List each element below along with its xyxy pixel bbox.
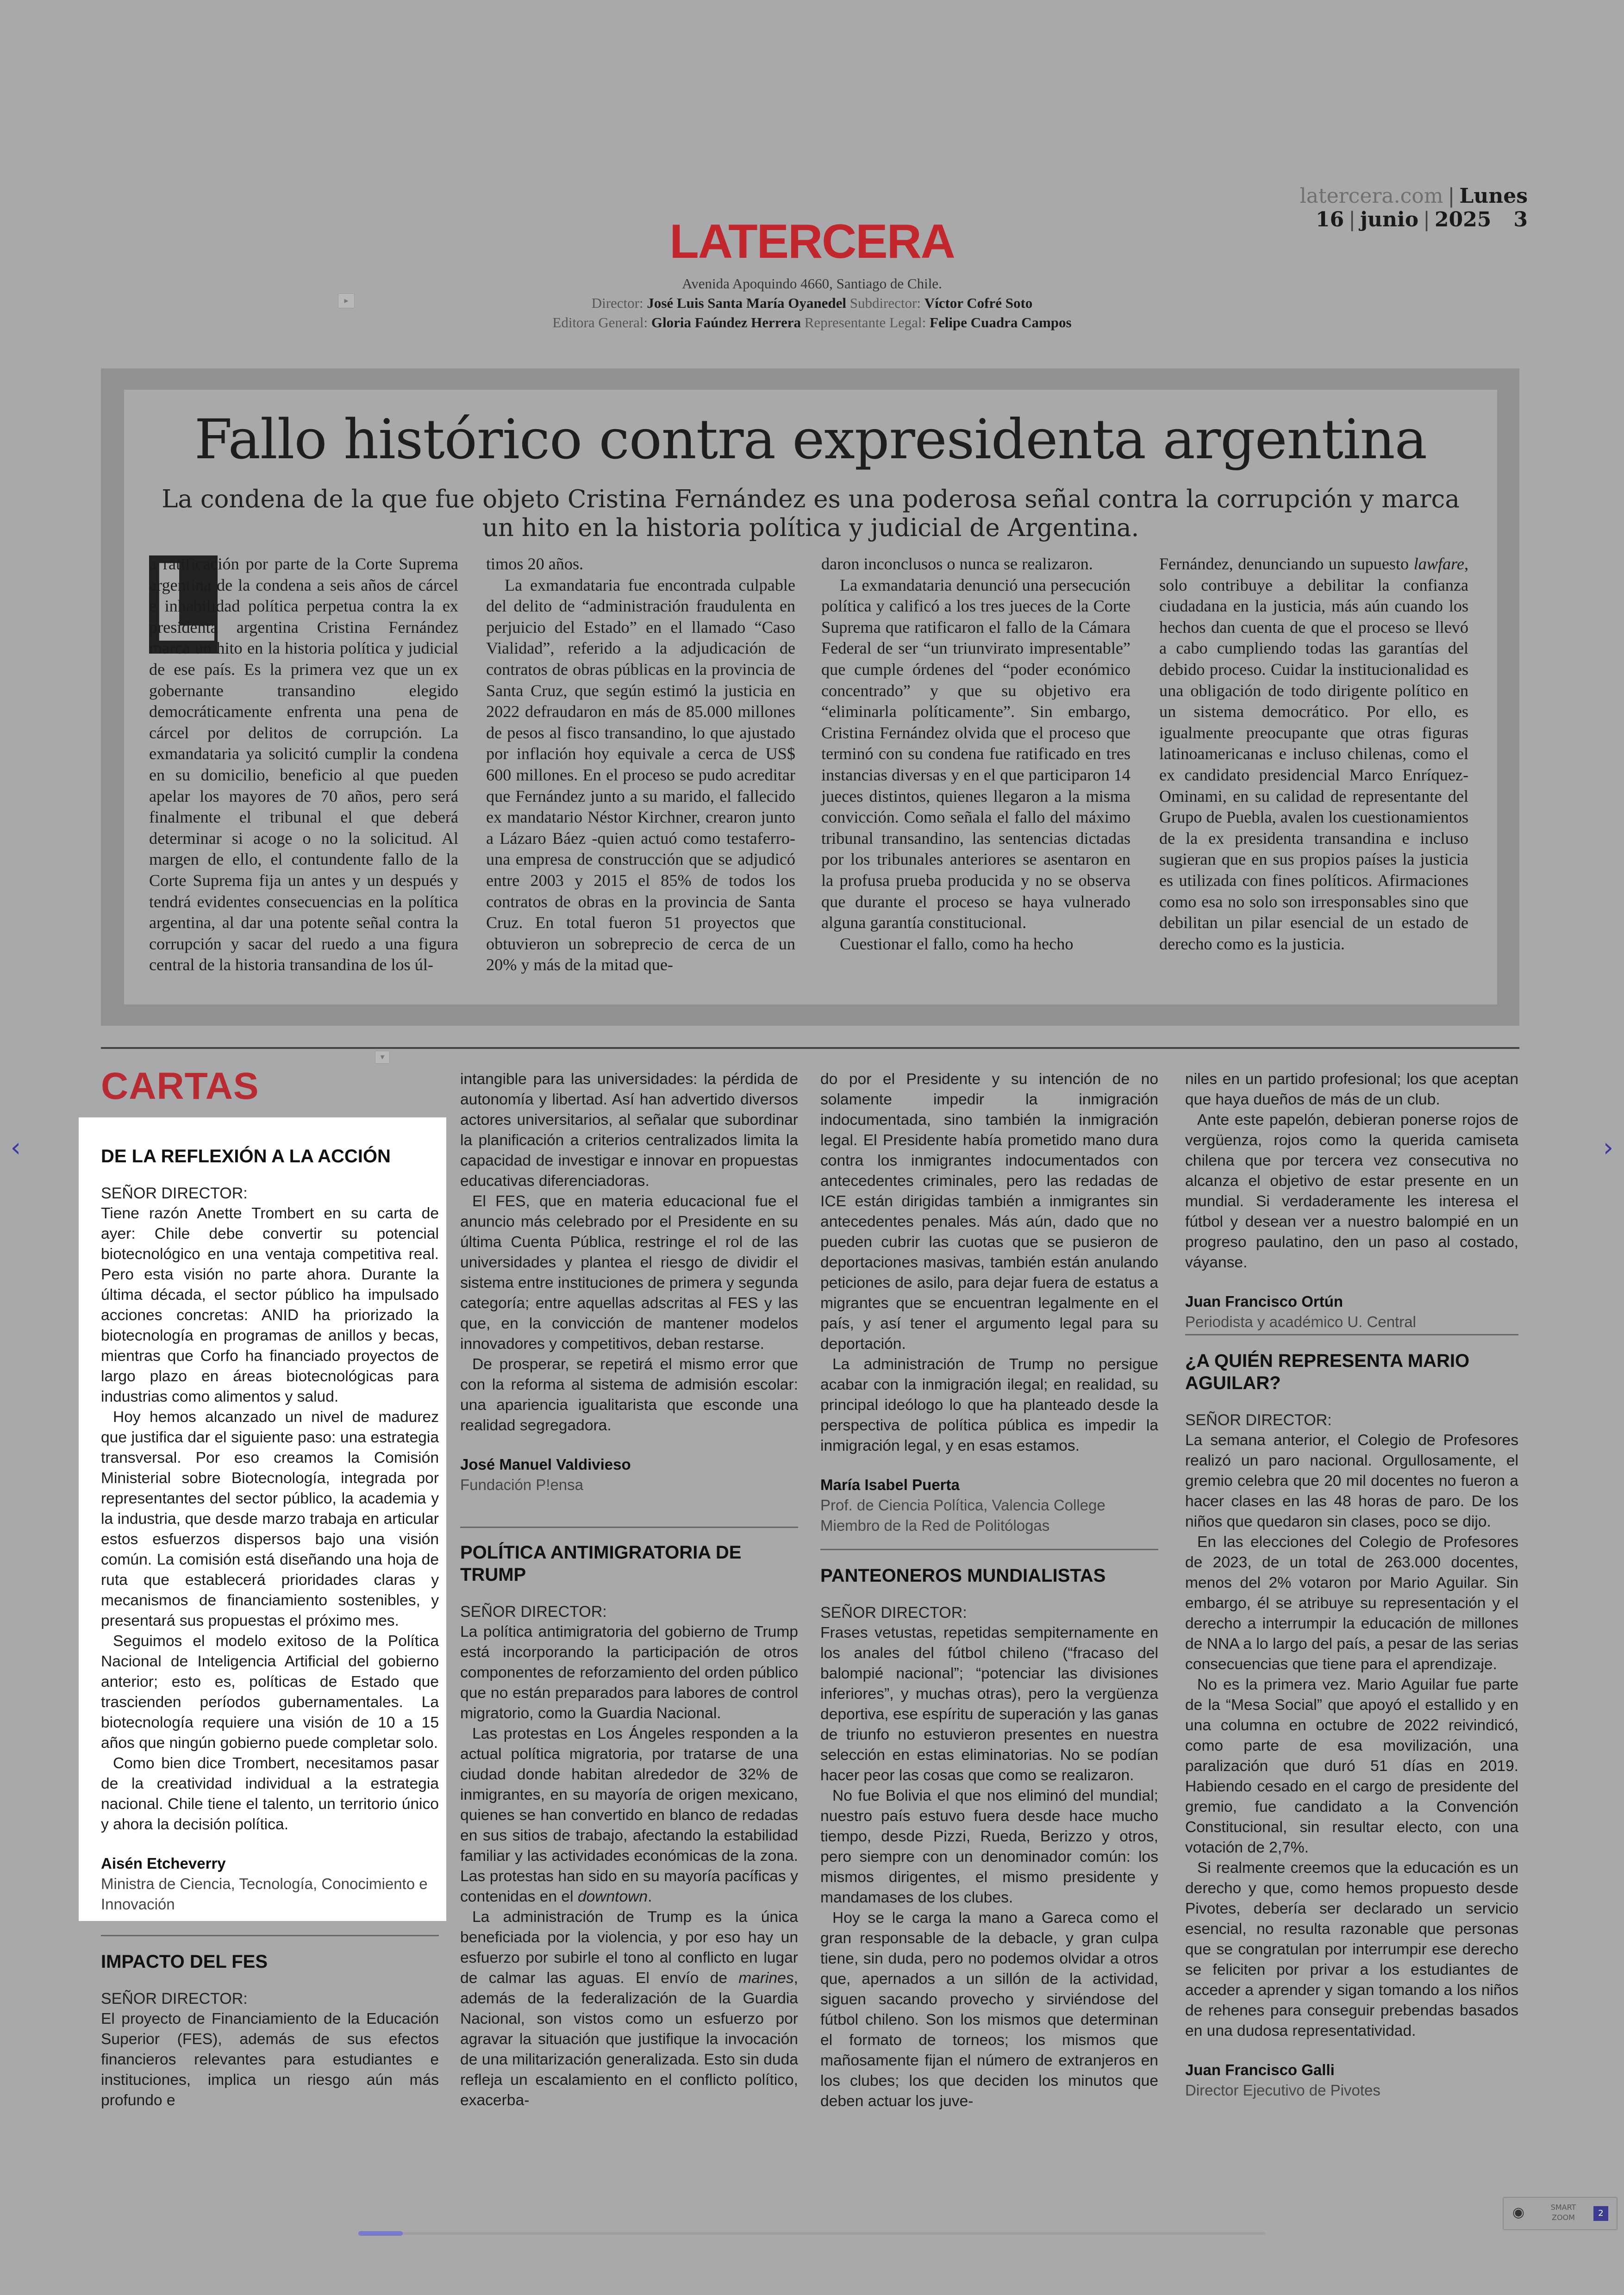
editorial-column-2: timos 20 años. La exmandataria fue encontrada culpable del delito de “administración fraudulenta en perjuicio del Estado” en el llamado “Caso Vialidad”, referido a la adjudicación de contratos de obras públicas en la provincia de Santa Cruz, que según estimó la justicia en 2022 defraudaron en más de 85.000 millones de pesos al fisco transandino, lo que ajustado por inflación hoy equivale a cerca de US$ 600 millones. En el proceso se pudo acreditar que Fernández junto a su marido, el fallecido ex mandatario Néstor Kirchner, crearon junto a Lázaro Báez -quien actuó como testaferro- una empresa de construcción que se adjudicó entre 2003 y 2015 el 85% de todos los contratos de obras en la provincia de Santa Cruz. En total fueron 51 proyectos que obtuvieron un sobreprecio de cerca de un 20% y más de la mitad que- <box>486 555 795 974</box>
editorial-column-1 <box>149 543 458 976</box>
eye-icon: ◉ <box>1512 2204 1525 2220</box>
letter-title: POLÍTICA ANTIMIGRATORIA DE TRUMP <box>460 1542 742 1585</box>
letter-salutation: SEÑOR DIRECTOR: <box>820 1604 967 1621</box>
letter-affiliation: Prof. de Ciencia Política, Valencia College <box>820 1497 1106 1514</box>
drop-cap: L <box>149 543 218 666</box>
letter-affiliation: Miembro de la Red de Politólogas <box>820 1517 1050 1534</box>
editorial-headline: Fallo histórico contra expresidenta argentina <box>194 407 1427 471</box>
masthead-directors: Director: José Luis Santa María Oyanedel Subdirector: Víctor Cofré Soto <box>591 295 1033 311</box>
horizontal-scrollbar[interactable] <box>358 2232 1266 2235</box>
letter-salutation: SEÑOR DIRECTOR: <box>101 1185 248 1202</box>
letter-affiliation: Periodista y académico U. Central <box>1185 1313 1416 1330</box>
newspaper-logo: LATERCERA <box>669 215 955 268</box>
letter-5: ¿A QUIÉN REPRESENTA MARIO AGUILAR? SEÑOR DIRECTOR: La semana anterior, el Colegio de Profesores realizó un paro nacional. Orgullosamente, el gremio celebra que 20 mil docentes no fueron a hacer clases en las 48 horas de paro. De los niños que quedaron sin clases, poco se dijo. En las elecciones del Colegio de Profesores de 2023, de un total de 263.000 docentes, menos del 2% votaron por Mario Aguilar. Sin embargo, él se atribuye su representación y el derecho a interrumpir la educación de millones de NNA a lo largo del país, a pesar de las serias consecuencias que tiene para el aprendizaje. No es la primera vez. Mario Aguilar fue parte de la “Mesa Social” que apoyó el estallido y en una columna en octubre de 2022 reivindicó, como parte de esa movilización, una paralización que duró 51 días en 2019. Habiendo cesado en el cargo de presidente del gremio, fue candidato a la Convención Constitucional, sin resultar electo, con una votación de 2,7%. Si realmente creemos que la educación es un derecho y que, como hemos propuesto desde Pivotes, debería ser declarado un servicio esencial, no resulta razonable que personas que se congratulan por interrumpir ese derecho se feliciten por privar a los estudiantes de acceder a aprender y sigan tomando a los niños de rehenes para conseguir prebendas basados en una dudosa representatividad. Juan Francisco Galli Director Ejecutivo de Pivotes <box>1185 1350 1518 2101</box>
page-date-header: latercera.com | Lunes 16 | junio | 2025 3 <box>1299 184 1528 231</box>
letter-signature: María Isabel Puerta <box>820 1476 960 1493</box>
letter-affiliation: Fundación P!ensa <box>460 1476 584 1493</box>
date-month: junio <box>1360 208 1419 231</box>
cartas-section-title: CARTAS <box>101 1065 259 1107</box>
letter-title: PANTEONEROS MUNDIALISTAS <box>820 1565 1106 1586</box>
letter-divider <box>460 1527 798 1528</box>
letter-salutation: SEÑOR DIRECTOR: <box>460 1603 607 1621</box>
chevron-right-icon[interactable]: › <box>1603 1133 1614 1163</box>
chevron-left-icon[interactable]: ‹ <box>10 1133 21 1163</box>
date-year: 2025 <box>1434 208 1492 231</box>
letter-2-continued: intangible para las universidades: la pérdida de autonomía y libertad. Así han advertido diversos actores universitarios, al señalar que subordinar la planificación a criterios centralizados limita la capacidad de investigar e innovar en propuestas educativas diferenciadoras. El FES, que en materia educacional fue el anuncio más celebrado por el Presidente en su última Cuenta Pública, restringe el rol de las universidades y plantea el riesgo de dividir el sistema entre instituciones de primera y segunda categoría; entre aquellas adscritas al FES y las que, en la convicción de mantener modelos innovadores y competitivos, deban restarse. De prosperar, se repetirá el mismo error que con la reforma al sistema de admisión escolar: una apariencia igualitarista que esconde una realidad segregadora. José Manuel Valdivieso Fundación P!ensa <box>460 1069 798 1495</box>
editorial-col1-text: a ratificación por parte de la Corte Suprema argentina de la condena a seis años de cárcel e inhabilidad política perpetua contra la ex presidenta argentina Cristina Fernández marca un hito en la historia política y judicial de ese país. Es la primera vez que un ex gobernante transandino elegido democráticamente enfrenta una pena de cárcel por delitos de corrupción. La exmandataria ya solicitó cumplir la condena en su domicilio, beneficio al que pueden apelar los mayores de 70 años, pero será finalmente el tribunal el que deberá determinar si acoge o no la solicitud. Al margen de ello, el contundente fallo de la Corte Suprema fija un antes y un después y tendrá evidentes consecuencias en la política argentina, al dar una potente señal contra la corrupción y sacar del ruedo a una figura central de la historia transandina de los úl- <box>149 555 458 974</box>
letter-title: IMPACTO DEL FES <box>101 1952 268 1972</box>
letter-2: IMPACTO DEL FES SEÑOR DIRECTOR: El proyecto de Financiamiento de la Educación Superior (FES), además de sus efectos financieros relevantes para estudiantes e instituciones, implica un riesgo aún más profundo e <box>101 1952 439 2109</box>
letter-affiliation: Director Ejecutivo de Pivotes <box>1185 2082 1380 2099</box>
image-placeholder-icon[interactable]: ▸ <box>338 293 355 308</box>
smart-zoom-label: SMART ZOOM <box>1550 2203 1576 2222</box>
letter-3-continued: do por el Presidente y su intención de no solamente impedir la inmigración indocumentada, sino también la inmigración legal. El Presidente había prometido mano dura contra los inmigrantes indocumentados con antecedentes criminales, pero las redadas de ICE están dirigidas también a inmigrantes sin antecedentes penales. Más aún, dado que no pueden cubrir las cuotas que se pusieron de deportaciones masivas, también están anulando peticiones de asilo, para dejar fuera de estatus a migrantes que se encuentran legalmente en el país, y así tener el argumento legal para su deportación. La administración de Trump no persigue acabar con la inmigración ilegal; en realidad, su principal ideólogo lo que ha planteado desde la perspectiva de política pública es impedir la inmigración legal, y en esas estamos. María Isabel Puerta Prof. de Ciencia Política, Valencia College Miembro de la Red de Politólogas <box>820 1069 1158 1536</box>
editorial-column-4: Fernández, denunciando un supuesto lawfare, solo contribuye a debilitar la confianza ciudadana en la justicia, más aún cuando los hechos dan cuenta de que el proceso se llevó a cabo cumpliendo todas las garantías del debido proceso. Cuidar la institucionalidad es una obligación de todo dirigente político en un sistema democrático. Por ello, es igualmente preocupante que otras figuras latinoamericanas e incluso chilenas, como el ex candidato presidencial Marco Enríquez-Ominami, en su calidad de representante del Grupo de Puebla, avalen los cuestionamientos de la ex presidenta transandina e incluso sugieran que en sus propios países la justicia es utilizada con fines políticos. Afirmaciones como esa no solo son irresponsables sino que debilitan un pilar esencial de un estado de derecho como es la justicia. <box>1159 555 1468 953</box>
masthead-address: Avenida Apoquindo 4660, Santiago de Chile. <box>682 275 942 292</box>
letter-salutation: SEÑOR DIRECTOR: <box>1185 1411 1332 1429</box>
masthead-editors: Editora General: Gloria Faúndez Herrera Representante Legal: Felipe Cuadra Campos <box>552 314 1072 331</box>
letter-signature: Juan Francisco Ortún <box>1185 1293 1343 1310</box>
date-day: Lunes 16 <box>1316 184 1528 231</box>
letter-salutation: SEÑOR DIRECTOR: <box>101 1990 248 2008</box>
letter-3: POLÍTICA ANTIMIGRATORIA DE TRUMP SEÑOR DIRECTOR: La política antimigratoria del gobierno de Trump está incorporando la participación de otros componentes de reforzamiento del orden público que no están preparados para labores de control migratorio, como la Guardia Nacional. Las protestas en Los Ángeles responden a la actual política migratoria, por tratarse de una ciudad donde habitan alrededor de 32% de inmigrantes, en su mayoría de origen mexicano, quienes se han convertido en blanco de redadas en sus sitios de trabajo, afectando la estabilidad familiar y las actividades económicas de la zona. Las protestas han sido en su mayoría pacíficas y contenidas en el downtown. La administración de Trump es la única beneficiada por la violencia, y por eso hay un esfuerzo por subirle el tono al conflicto en lugar de calmar las aguas. El envío de marines, además de la federalización de la Guardia Nacional, son vistos como un esfuerzo por agravar la situación que justifique la invocación de una militarización generalizada. Esto sin duda refleja un escalamiento en el conflicto político, exacerba- <box>460 1542 798 2109</box>
letter-title: DE LA REFLEXIÓN A LA ACCIÓN <box>101 1146 391 1166</box>
section-divider <box>101 1047 1519 1049</box>
letter-signature: Aisén Etcheverry <box>101 1855 226 1872</box>
letter-divider <box>101 1935 439 1936</box>
smart-zoom-count: 2 <box>1593 2206 1608 2221</box>
image-placeholder-icon[interactable]: ▾ <box>375 1051 390 1064</box>
letter-4: PANTEONEROS MUNDIALISTAS SEÑOR DIRECTOR: Frases vetustas, repetidas sempiternamente en los anales del fútbol chileno (“fracaso del balompié nacional”; “potenciar las divisiones inferiores”, y muchas otras), pero la vergüenza deportiva, ese espíritu de superación y las ganas de triunfo no estuvieron presentes en nuestra selección en estas eliminatorias. No se podían hacer peor las cosas que como se realizaron. No fue Bolivia el que nos eliminó del mundial; nuestro país estuvo fuera desde hace mucho tiempo, desde Pizzi, Rueda, Berizzo y otros, pero siempre con un denominador común: los mismos dirigentes, el mismo presidente y mandamases de los clubes. Hoy se le carga la mano a Gareca como el gran responsable de la debacle, y gran culpa tiene, sin duda, pero no podemos olvidar a otros que, apernados a un sillón de la actividad, siguen sacando provecho y sirviéndose del fútbol chileno. Son los mismos que determinan el formato de torneos; los mismos que mañosamente fijan el número de extranjeros en los clubes; los que deciden los minutos que deben actuar los juve- <box>820 1565 1158 2110</box>
letter-title: ¿A QUIÉN REPRESENTA MARIO AGUILAR? <box>1185 1351 1470 1393</box>
smart-zoom-button[interactable] <box>1503 2197 1618 2230</box>
letter-4-continued: niles en un partido profesional; los que aceptan que haya dueños de más de un club. Ante este papelón, debieran ponerse rojos de vergüenza, rojos como la querida camiseta chilena que por tercera vez consecutiva no alcanza el objetivo de estar presente en un mundial. Si verdaderamente les interesa el fútbol y desean ver a nuestro balompié en un progreso paulatino, den un paso al costado, váyanse. Juan Francisco Ortún Periodista y académico U. Central <box>1185 1069 1518 1332</box>
letter-affiliation: Ministra de Ciencia, Tecnología, Conocimiento e Innovación <box>101 1875 428 1913</box>
letter-signature: Juan Francisco Galli <box>1185 2061 1335 2078</box>
letter-signature: José Manuel Valdivieso <box>460 1456 631 1473</box>
letter-divider <box>1185 1334 1518 1335</box>
editorial-column-3: daron inconclusos o nunca se realizaron. La exmandataria denunció una persecución política y calificó a los tres jueces de la Corte Suprema que ratificaron el fallo de la Cámara Federal de ser “un triunvirato impresentable” que cumple órdenes del “poder económico concentrado” y que su objetivo era “eliminarla políticamente”. Sin embargo, Cristina Fernández olvida que el proceso que terminó con su condena fue ratificado en tres instancias diversas y en el que participaron 14 jueces distintos, quienes llegaron a la misma convicción. Como señala el fallo del máximo tribunal transandino, las sentencias dictadas por los tribunales anteriores se asentaron en la profusa prueba producida y no se observa que durante el proceso se haya vulnerado alguna garantía constitucional. Cuestionar el fallo, como ha hecho <box>821 555 1131 953</box>
site-name: latercera.com <box>1299 184 1443 208</box>
masthead <box>509 215 1115 332</box>
letter-1: DE LA REFLEXIÓN A LA ACCIÓN SEÑOR DIRECTOR: Tiene razón Anette Trombert en su carta de ayer: Chile debe convertir su potencial biotecnológico en una ventaja competitiva real. Pero esta visión no parte ahora. Durante la última década, el sector público ha impulsado acciones concretas: ANID ha priorizado la biotecnología en programas de anillos y becas, mientras que Corfo ha financiado proyectos de largo plazo en áreas biotecnológicas para industrias como alimentos y salud. Hoy hemos alcanzado un nivel de madurez que justifica dar el siguiente paso: una estrategia transversal. Por eso creamos la Comisión Ministerial sobre Biotecnología, integrada por representantes del sector público, la academia y la industria, que desde marzo trabaja en articular estos esfuerzos dispersos bajo una visión común. La comisión está diseñando una hoja de ruta que establecerá prioridades claras y mecanismos de financiamiento sostenibles, y presentará sus propuestas el próximo mes. Seguimos el modelo exitoso de la Política Nacional de Inteligencia Artificial del gobierno anterior; esto es, políticas de Estado que trascienden períodos gubernamentales. La biotecnología requiere una visión de 10 a 15 años que ningún gobierno puede completar solo. Como bien dice Trombert, necesitamos pasar de la creatividad individual a la estrategia nacional. Chile tiene el talento, un territorio único y ahora la decisión política. Aisén Etcheverry Ministra de Ciencia, Tecnología, Conocimiento e Innovación <box>101 1145 439 1915</box>
page-number: 3 <box>1513 208 1528 231</box>
letter-divider <box>820 1549 1158 1550</box>
scrollbar-thumb[interactable] <box>358 2231 403 2236</box>
editorial-deck: La condena de la que fue objeto Cristina Fernández es una poderosa señal contra la corrupción y marca un hito en la historia política y judicial de Argentina. <box>162 485 1460 542</box>
